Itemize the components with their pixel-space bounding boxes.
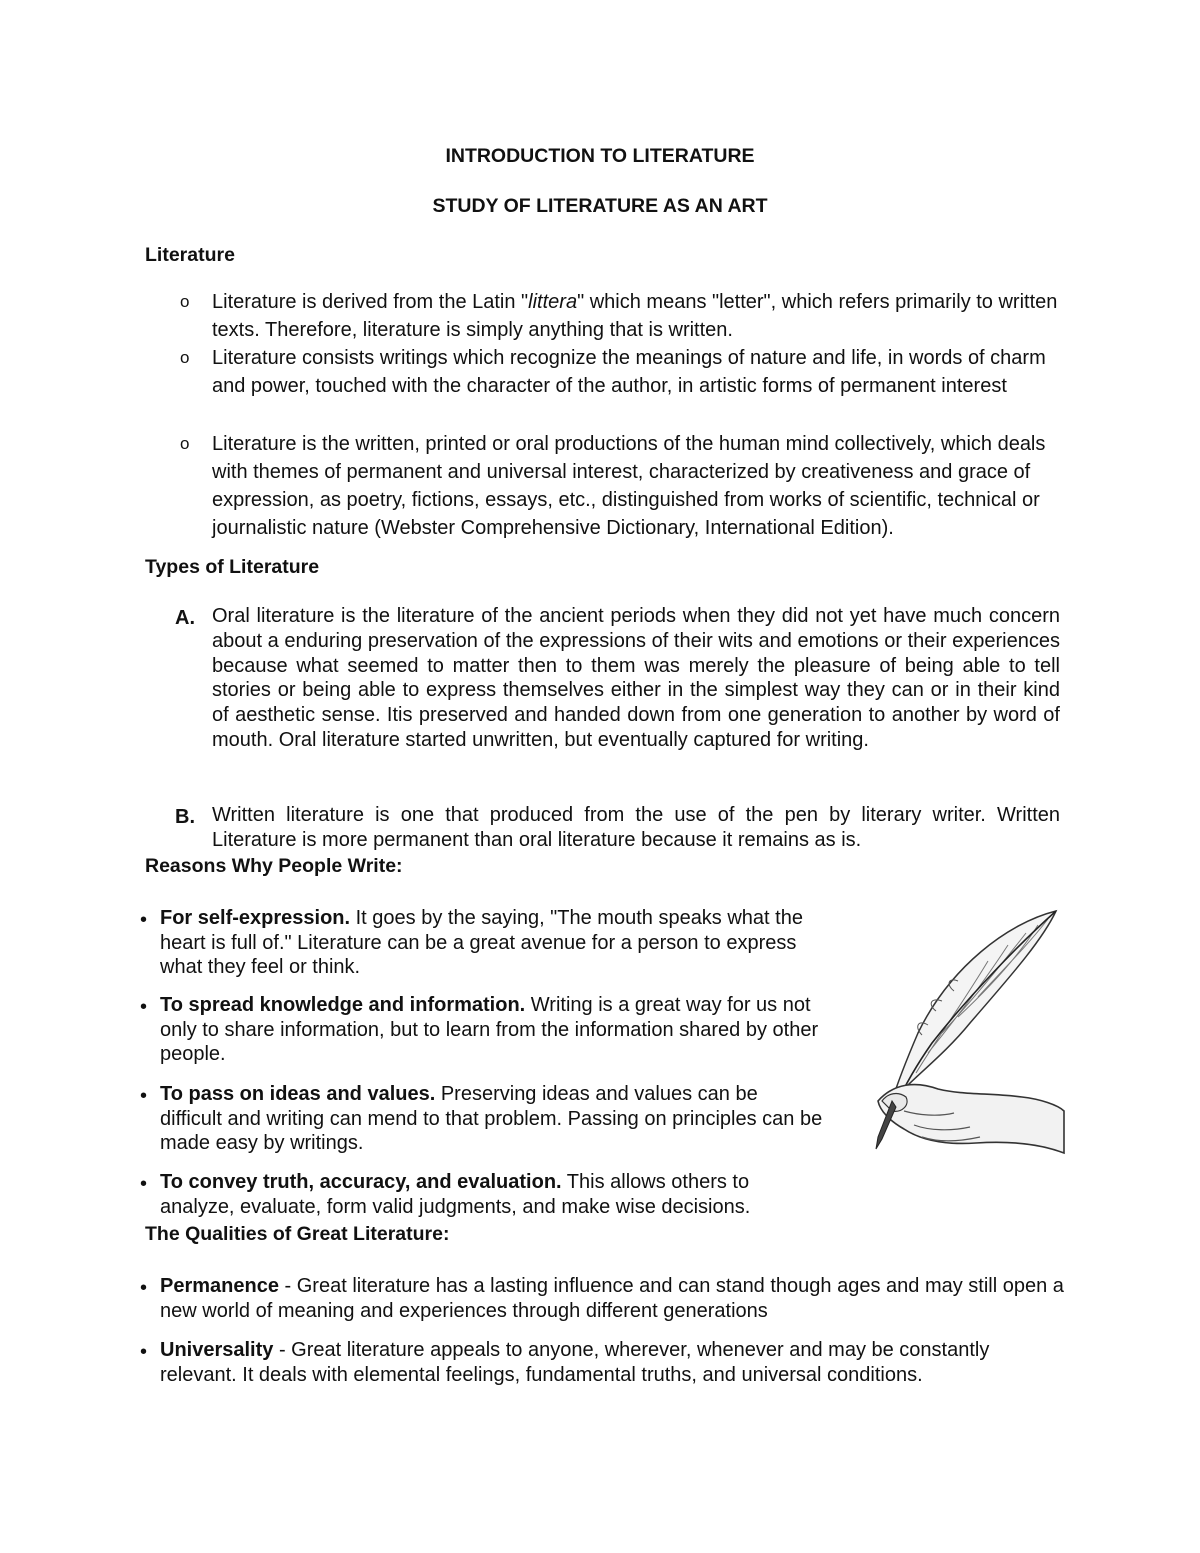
circle-bullet-icon: o (180, 348, 190, 367)
list-item-text: To spread knowledge and information. Writing is a great way for us not only to share information, but to learn from the information shared by other people. (160, 994, 819, 1065)
list-letter: A. (175, 607, 195, 629)
bullet-dot-icon: • (140, 996, 148, 1018)
bullet-dot-icon: • (140, 1277, 148, 1299)
list-item-text: Written literature is one that produced from the use of the pen by literary writer. Written Literature is more permanent than oral literature because it remains as is. (212, 804, 1060, 851)
circle-bullet-icon: o (180, 292, 190, 311)
section-heading-literature: Literature (145, 244, 235, 266)
list-item-text: Oral literature is the literature of the ancient periods when they did not yet have much concern about a enduring preservation of the expressions of their wits and emotions or their experiences because what seemed to matter then to them was merely the pleasure of being able to tell stories or being able to express themselves either in the simplest way they can or in their kind of aesthetic sense. Itis preserved and handed down from one generation to another by word of mouth. Oral literature started unwritten, but eventually captured for writing. (212, 605, 1060, 751)
list-item-text: Permanence - Great literature has a lasting influence and can stand though ages and may still open a new world of meaning and experiences through different generations (160, 1275, 1064, 1322)
quill-pen-hand-icon (858, 905, 1068, 1165)
list-item-text: To pass on ideas and values. Preserving ideas and values can be difficult and writing can mend to that problem. Passing on principles can be made easy by writings. (160, 1083, 823, 1154)
list-item-text: To convey truth, accuracy, and evaluation. This allows others to analyze, evaluate, form valid judgments, and make wise decisions. (160, 1171, 751, 1218)
section-heading-types: Types of Literature (145, 556, 320, 578)
list-item-text: For self-expression. It goes by the saying, "The mouth speaks what the heart is full of." Literature can be a great avenue for a person to express what they feel or think. (160, 907, 803, 978)
list-item-text: Literature consists writings which recognize the meanings of nature and life, in words of charm and power, touched with the character of the author, in artistic forms of permanent interest (212, 347, 1046, 397)
section-heading-reasons: Reasons Why People Write: (145, 855, 403, 877)
bullet-dot-icon: • (140, 1341, 148, 1363)
list-item-text: Universality - Great literature appeals to anyone, wherever, whenever and may be constantly relevant. It deals with elemental feelings, fundamental truths, and universal conditions. (160, 1339, 990, 1386)
document-title: INTRODUCTION TO LITERATURE (445, 145, 755, 167)
document-subtitle: STUDY OF LITERATURE AS AN ART (432, 195, 768, 217)
bullet-dot-icon: • (140, 1173, 148, 1195)
list-item-text: Literature is the written, printed or oral productions of the human mind collectively, which deals with themes of permanent and universal interest, characterized by creativeness and grace of expression, as poetry, fictions, essays, etc., distinguished from works of scientific, technical or journalistic nature (Webster Comprehensive Dictionary, International Edition). (212, 433, 1046, 539)
list-item-text: Literature is derived from the Latin "littera" which means "letter", which refers primarily to written texts. Therefore, literature is simply anything that is written. (212, 291, 1058, 341)
section-heading-qualities: The Qualities of Great Literature: (145, 1223, 450, 1245)
bullet-dot-icon: • (140, 1085, 148, 1107)
circle-bullet-icon: o (180, 434, 190, 453)
bullet-dot-icon: • (140, 909, 148, 931)
list-letter: B. (175, 806, 195, 828)
